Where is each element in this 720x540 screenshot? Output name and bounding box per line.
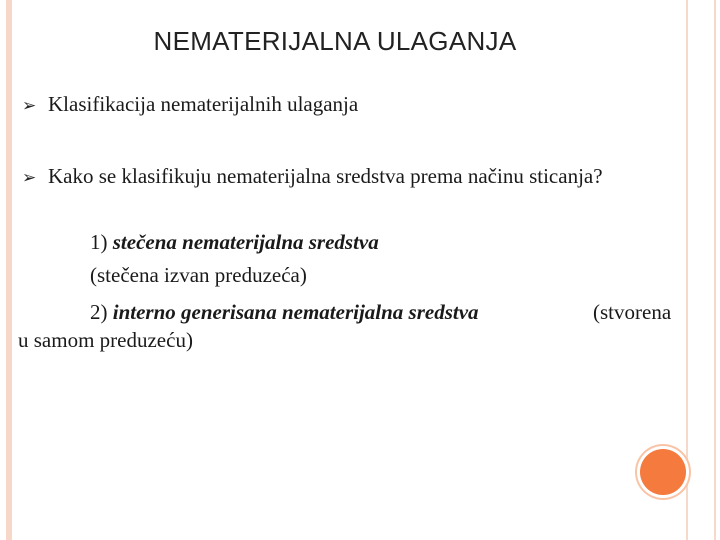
left-border-decoration: [6, 0, 12, 540]
list-item-1: [90, 230, 379, 255]
item-number: 1): [90, 230, 108, 254]
item-continuation: u samom preduzeću): [18, 328, 193, 352]
bullet-item: [22, 92, 358, 117]
list-item-1-note: [90, 263, 307, 288]
item-emphasis: interno generisana nematerijalna sredstva: [112, 300, 479, 324]
list-item-2: [90, 300, 672, 325]
bullet-item: [22, 164, 603, 189]
arrow-bullet-icon: ➢: [22, 96, 37, 116]
arrow-bullet-icon: ➢: [22, 168, 37, 188]
list-item-2-continuation: [18, 328, 193, 353]
item-note: (stečena izvan preduzeća): [90, 263, 307, 287]
bullet-text: Kako se klasifikuju nematerijalna sredstva prema načinu sticanja?: [48, 164, 603, 188]
right-border-decoration: [686, 0, 716, 540]
item-number: 2): [90, 300, 108, 324]
bullet-text: Klasifikacija nematerijalnih ulaganja: [48, 92, 359, 116]
item-emphasis: stečena nematerijalna sredstva: [112, 230, 379, 254]
orange-circle-icon: [640, 449, 686, 495]
slide-title: NEMATERIJALNA ULAGANJA: [153, 26, 517, 56]
item-trailing-text: (stvorena: [593, 300, 672, 324]
